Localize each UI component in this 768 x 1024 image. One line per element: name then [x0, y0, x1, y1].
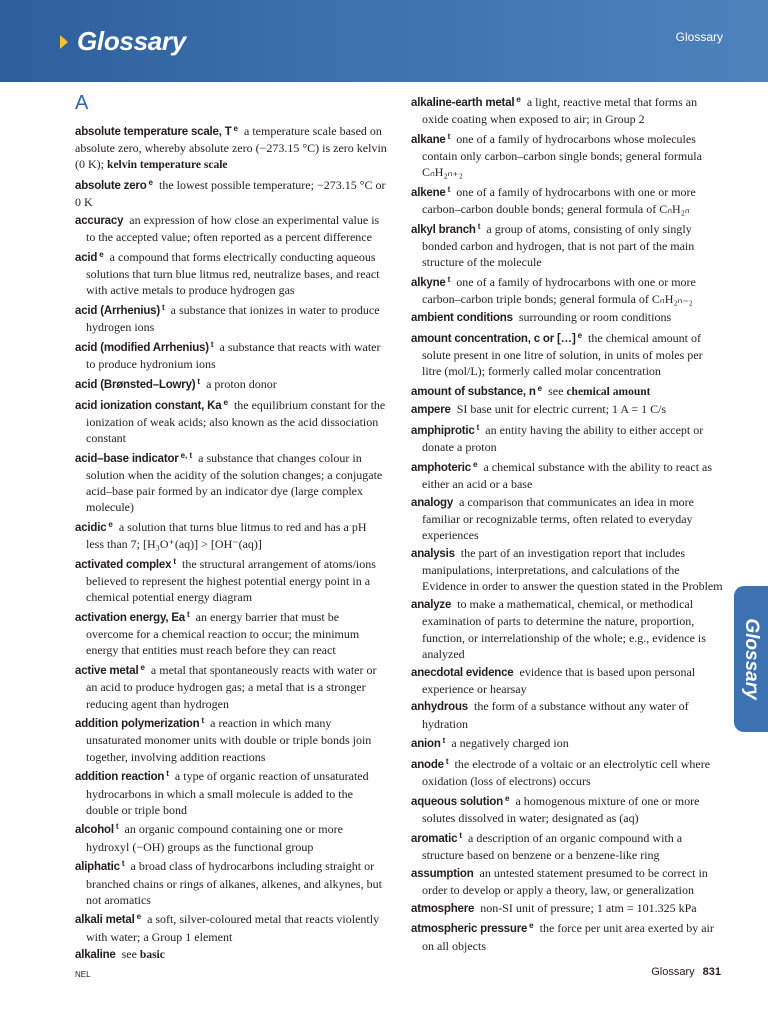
- glossary-term: amount concentration, c or […]: [411, 332, 576, 345]
- glossary-entry: [411, 457, 723, 492]
- glossary-definition: a description of an organic compound with a structure based on benzene or a benzene-like ring: [422, 830, 683, 863]
- source-mark: t: [476, 423, 480, 433]
- page-number: 831: [702, 966, 721, 978]
- cross-reference-link[interactable]: kelvin temperature scale: [107, 159, 228, 172]
- glossary-definition: an expression of how close an experimental value is to the accepted value; often reported as a percent difference: [86, 213, 380, 245]
- glossary-entry: [411, 698, 723, 731]
- glossary-definition: the form of a substance without any water of hydration: [422, 699, 689, 731]
- source-mark: e: [148, 178, 153, 188]
- entry-list-right: [411, 92, 723, 954]
- glossary-term: alkene: [411, 187, 446, 200]
- source-mark: t: [477, 221, 481, 231]
- source-mark: t: [442, 736, 446, 746]
- glossary-definition: a comparison that communicates an idea in more familiar or recognizable terms, often related to everyday experiences: [422, 494, 694, 543]
- source-mark: e: [233, 124, 238, 133]
- glossary-definition: the part of an investigation report that includes manipulations, interpretations, and calculations of the Evidence in order to answer the question stated in the Problem: [422, 546, 723, 594]
- glossary-definition: SI base unit for electric current; 1 A = 1 C/s: [456, 402, 667, 417]
- glossary-entry: [75, 448, 387, 516]
- source-mark: e: [529, 921, 534, 931]
- glossary-entry: [411, 900, 723, 917]
- page-title: Glossary: [77, 26, 186, 56]
- glossary-entry: [411, 420, 723, 455]
- glossary-entry: [411, 401, 723, 418]
- running-head: Glossary: [675, 30, 723, 44]
- glossary-term: accuracy: [75, 215, 124, 228]
- glossary-definition: a proton donor: [206, 376, 277, 391]
- glossary-entry: [411, 545, 723, 595]
- glossary-term: alkaline-earth metal: [411, 97, 515, 109]
- glossary-definition: a compound that forms electrically conducting aqueous solutions that turn blue litmus red, neutralize bases, and react with active metals to produce hydrogen gas: [86, 249, 380, 298]
- glossary-term: alkyl branch: [411, 223, 476, 236]
- source-mark: t: [121, 859, 125, 869]
- glossary-term: ampere: [411, 404, 451, 417]
- side-tab[interactable]: [734, 586, 768, 732]
- glossary-term: atmosphere: [411, 902, 475, 915]
- glossary-entry: [411, 918, 723, 953]
- glossary-definition: a temperature scale based on absolute zero, whereby absolute zero (−273.15 °C) is zero kelvin (0 K);: [75, 124, 387, 172]
- glossary-definition: the equilibrium constant for the ionization of weak acids; also known as the acid dissociation constant: [86, 397, 386, 445]
- glossary-entry: [75, 212, 387, 245]
- glossary-term: absolute zero: [75, 180, 147, 193]
- source-mark: t: [161, 303, 165, 313]
- source-mark: e: [537, 383, 543, 393]
- glossary-definition: the lowest possible temperature; −273.15 °C or 0 K: [75, 178, 386, 210]
- glossary-term: active metal: [75, 665, 139, 678]
- cross-reference-link[interactable]: basic: [139, 949, 165, 962]
- glossary-definition: the chemical amount of solute present in one litre of solution, in units of moles per litre (mol/L); formerly called molar concentration: [422, 330, 703, 379]
- glossary-term: anion: [411, 738, 441, 751]
- glossary-term: acid ionization constant, Ka: [75, 399, 222, 412]
- glossary-entry: [75, 247, 387, 299]
- glossary-term: alkane: [411, 133, 446, 146]
- glossary-entry: [75, 337, 387, 372]
- glossary-term: absolute temperature scale, T: [75, 126, 232, 138]
- glossary-term: alcohol: [75, 824, 114, 837]
- glossary-entry: [75, 909, 387, 944]
- source-mark: e, t: [180, 450, 193, 460]
- glossary-term: acid (Brønsted–Lowry): [75, 378, 196, 391]
- glossary-term: addition reaction: [75, 771, 165, 784]
- glossary-term: amphoteric: [411, 462, 471, 475]
- glossary-entry: [411, 865, 723, 898]
- glossary-term: ambient conditions: [411, 311, 513, 324]
- glossary-column-right: [411, 92, 723, 955]
- glossary-entry: [75, 660, 387, 712]
- glossary-term: anhydrous: [411, 701, 468, 714]
- glossary-definition: a type of organic reaction of unsaturated hydrocarbons in which a small molecule is added to the double or triple bond: [86, 769, 369, 817]
- source-mark: t: [447, 275, 451, 285]
- triangle-marker-icon: [60, 35, 68, 49]
- glossary-definition: one of a family of hydrocarbons with one or more carbon–carbon double bonds; general formula of CₙH₂ₙ: [422, 185, 696, 217]
- glossary-entry: [411, 272, 723, 307]
- glossary-term: alkyne: [411, 277, 446, 290]
- section-letter: A: [75, 92, 89, 114]
- glossary-term: alkaline: [75, 949, 116, 962]
- glossary-definition: a group of atoms, consisting of only singly bonded carbon and hydrogen, that is not part of the main structure of the molecule: [422, 221, 695, 270]
- glossary-term: aqueous solution: [411, 795, 503, 808]
- glossary-term: atmospheric pressure: [411, 923, 528, 936]
- source-mark: t: [447, 185, 451, 195]
- glossary-column-left: [75, 92, 387, 965]
- source-mark: t: [187, 609, 190, 619]
- glossary-entry: [75, 856, 387, 908]
- glossary-definition: the force per unit area exerted by air on all objects: [422, 921, 714, 953]
- glossary-definition: a metal that spontaneously reacts with water or an acid to produce hydrogen gas; a metal that is a stronger reducing agent than hydrogen: [86, 663, 377, 711]
- glossary-entry: [75, 554, 387, 606]
- glossary-definition: a solution that turns blue litmus to red and has a pH less than 7; [H₃O⁺(aq)] > [OH⁻(aq)]: [86, 519, 367, 552]
- footer-publisher: NEL: [75, 970, 91, 979]
- glossary-entry: [75, 607, 387, 659]
- glossary-entry: [411, 791, 723, 826]
- glossary-definition: one of a family of hydrocarbons whose molecules contain only carbon–carbon single bonds; general formula CₙH₂ₙ₊₂: [422, 131, 702, 180]
- glossary-entry: [411, 381, 723, 400]
- source-mark: t: [445, 757, 449, 767]
- glossary-term: anode: [411, 759, 444, 772]
- glossary-entry: [75, 121, 387, 174]
- glossary-term: activation energy, Ea: [75, 611, 185, 624]
- glossary-term: alkali metal: [75, 914, 135, 927]
- glossary-term: aliphatic: [75, 861, 120, 874]
- glossary-definition: a substance that reacts with water to produce hydronium ions: [86, 339, 381, 372]
- page-footer: [651, 966, 721, 978]
- source-mark: e: [136, 912, 142, 922]
- glossary-entry: [411, 328, 723, 380]
- source-mark: t: [197, 376, 201, 386]
- glossary-entry: [75, 517, 387, 552]
- glossary-entry: [411, 828, 723, 863]
- glossary-entry: [75, 946, 387, 963]
- glossary-term: acid (Arrhenius): [75, 305, 160, 318]
- glossary-term: analysis: [411, 548, 455, 561]
- side-tab-label: Glossary: [741, 618, 762, 700]
- entry-list-left: [75, 121, 387, 964]
- glossary-definition: to make a mathematical, chemical, or methodical examination of parts to determine the nature, proportion, function, or interrelationship of the whole; e.g., evidence is analyzed: [422, 597, 706, 661]
- glossary-definition: see: [121, 947, 137, 962]
- glossary-entry: [411, 494, 723, 544]
- source-mark: e: [516, 95, 521, 104]
- glossary-term: analyze: [411, 599, 452, 612]
- glossary-definition: evidence that is based upon personal experience or hearsay: [422, 664, 696, 696]
- source-mark: t: [173, 556, 176, 566]
- glossary-term: addition polymerization: [75, 718, 200, 731]
- glossary-entry: [75, 300, 387, 335]
- source-mark: e: [140, 663, 145, 673]
- glossary-entry: [411, 733, 723, 752]
- glossary-definition: surrounding or room conditions: [518, 309, 672, 324]
- source-mark: t: [115, 822, 119, 832]
- glossary-definition: an organic compound containing one or more hydroxyl (−OH) groups as the functional group: [86, 822, 343, 854]
- glossary-entry: [411, 309, 723, 326]
- glossary-entry: [411, 664, 723, 697]
- source-mark: t: [166, 769, 169, 779]
- glossary-term: acidic: [75, 521, 107, 534]
- glossary-entry: [411, 754, 723, 789]
- glossary-entry: [75, 713, 387, 765]
- glossary-definition: the electrode of a voltaic or an electrolytic cell where oxidation (loss of electrons) occurs: [422, 757, 711, 789]
- glossary-definition: see: [548, 383, 564, 398]
- source-mark: t: [210, 339, 214, 349]
- source-mark: e: [577, 330, 583, 340]
- glossary-term: analogy: [411, 496, 454, 509]
- glossary-entry: [75, 395, 387, 447]
- glossary-definition: a homogenous mixture of one or more solutes dissolved in water; designated as (aq): [422, 793, 700, 826]
- glossary-entry: [75, 766, 387, 818]
- glossary-definition: the structural arrangement of atoms/ions believed to represent the highest potential energy point in a chemical potential energy diagram: [86, 556, 376, 605]
- glossary-definition: one of a family of hydrocarbons with one or more carbon–carbon triple bonds; general formula of CₙH₂ₙ₋₂: [422, 275, 696, 307]
- glossary-term: activated complex: [75, 558, 172, 571]
- glossary-entry: [411, 92, 723, 127]
- glossary-term: acid–base indicator: [75, 452, 179, 465]
- glossary-definition: non-SI unit of pressure; 1 atm = 101.325 kPa: [480, 900, 697, 915]
- glossary-entry: [75, 175, 387, 210]
- source-mark: t: [459, 830, 463, 840]
- source-mark: e: [473, 460, 478, 470]
- glossary-definition: a light, reactive metal that forms an oxide coating when exposed to air; in Group 2: [422, 95, 698, 127]
- glossary-entry: [411, 129, 723, 181]
- glossary-entry: [75, 374, 387, 393]
- glossary-term: assumption: [411, 867, 474, 880]
- glossary-entry: [75, 819, 387, 854]
- footer-section: Glossary: [651, 966, 695, 978]
- glossary-definition: a broad class of hydrocarbons including straight or branched chains or rings of alkanes, alkenes, and alkynes, but not aromatics: [86, 859, 382, 907]
- glossary-definition: an energy barrier that must be overcome for a chemical reaction to occur; the minimum energy that entities must reach before they can react: [86, 609, 360, 658]
- glossary-entry: [411, 596, 723, 662]
- glossary-entry: [411, 219, 723, 271]
- glossary-term: amphiprotic: [411, 425, 475, 438]
- glossary-definition: a negatively charged ion: [451, 736, 569, 751]
- glossary-term: aromatic: [411, 832, 458, 845]
- glossary-entry: [411, 182, 723, 217]
- page-header: [0, 0, 768, 82]
- glossary-definition: a reaction in which many unsaturated monomer units with double or triple bonds join together, involving addition reactions: [86, 716, 372, 764]
- glossary-definition: a substance that changes colour in solution when the acidity of the solution changes; a conjugate acid–base pair formed by an indicator dye (large complex molecule): [86, 450, 383, 515]
- source-mark: e: [223, 397, 228, 407]
- source-mark: e: [505, 793, 510, 803]
- glossary-term: anecdotal evidence: [411, 666, 514, 679]
- source-mark: t: [201, 716, 205, 726]
- cross-reference-link[interactable]: chemical amount: [566, 385, 651, 398]
- glossary-term: amount of substance, n: [411, 385, 536, 398]
- glossary-term: acid: [75, 251, 98, 264]
- glossary-definition: a substance that ionizes in water to produce hydrogen ions: [86, 303, 380, 335]
- glossary-definition: a soft, silver-coloured metal that reacts violently with water; a Group 1 element: [86, 912, 380, 944]
- source-mark: e: [99, 249, 104, 259]
- glossary-definition: a chemical substance with the ability to react as either an acid or a base: [422, 460, 713, 492]
- glossary-term: acid (modified Arrhenius): [75, 341, 209, 354]
- glossary-definition: an untested statement presumed to be correct in order to develop or apply a theory, law, or generalization: [422, 865, 708, 897]
- glossary-definition: an entity having the ability to either accept or donate a proton: [422, 423, 704, 455]
- source-mark: e: [108, 519, 113, 529]
- source-mark: t: [447, 131, 451, 141]
